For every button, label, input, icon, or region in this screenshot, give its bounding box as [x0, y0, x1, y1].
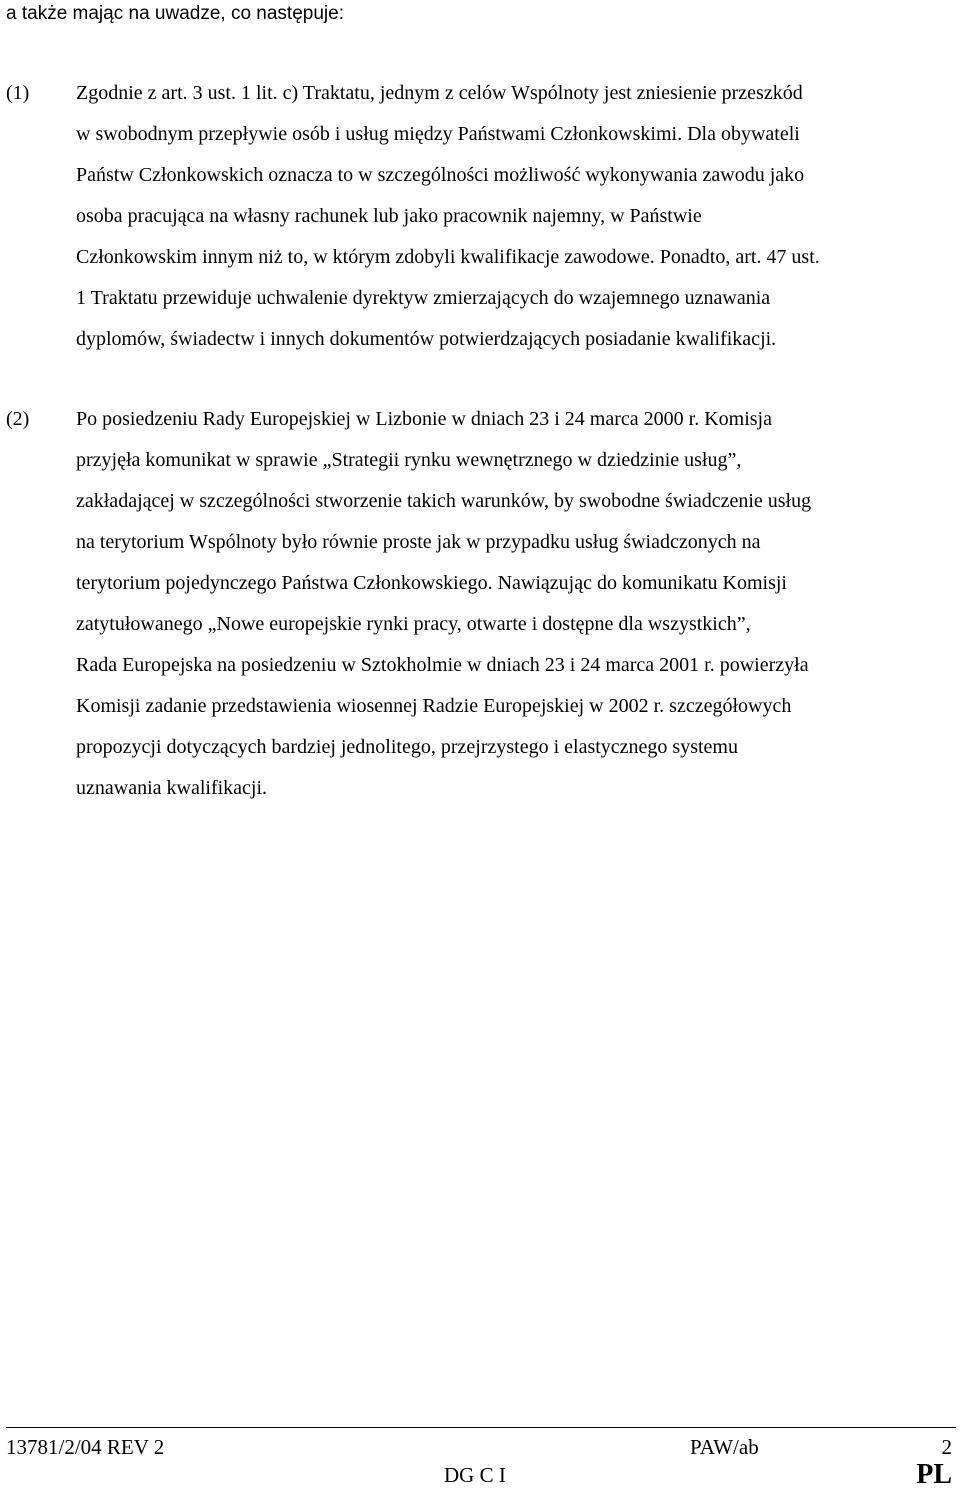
- recital-line: terytorium pojedynczego Państwa Członkowskiego. Nawiązując do komunikatu Komisji: [76, 572, 787, 594]
- recital-number: (1): [6, 82, 30, 104]
- recital-line: Po posiedzeniu Rady Europejskiej w Lizbonie w dniach 23 i 24 marca 2000 r. Komisja: [76, 408, 772, 430]
- recital-line: zakładającej w szczególności stworzenie takich warunków, by swobodne świadczenie usług: [76, 490, 812, 512]
- recital-line: Zgodnie z art. 3 ust. 1 lit. c) Traktatu, jednym z celów Wspólnoty jest zniesienie przeszkód: [76, 82, 803, 104]
- recital-line: 1 Traktatu przewiduje uchwalenie dyrektyw zmierzających do wzajemnego uznawania: [76, 287, 771, 309]
- recital-line: propozycji dotyczących bardziej jednolitego, przejrzystego i elastycznego systemu: [76, 736, 738, 758]
- recital-line: dyplomów, świadectw i innych dokumentów potwierdzających posiadanie kwalifikacji.: [76, 328, 777, 350]
- recital-line: w swobodnym przepływie osób i usług między Państwami Członkowskimi. Dla obywateli: [76, 123, 800, 145]
- page-number: 2: [941, 1435, 952, 1459]
- recital-line: uznawania kwalifikacji.: [76, 777, 268, 799]
- author-initials: PAW/ab: [690, 1435, 759, 1459]
- recital-line: przyjęła komunikat w sprawie „Strategii rynku wewnętrznego w dziedzinie usług”,: [76, 449, 742, 471]
- recital-line: na terytorium Wspólnoty było równie proste jak w przypadku usług świadczonych na: [76, 531, 761, 553]
- document-reference: 13781/2/04 REV 2: [6, 1435, 165, 1459]
- language-code: PL: [916, 1459, 952, 1490]
- recital-line: Rada Europejska na posiedzeniu w Sztokholmie w dniach 23 i 24 marca 2001 r. powierzyła: [76, 654, 809, 676]
- recital-line: Członkowskim innym niż to, w którym zdobyli kwalifikacje zawodowe. Ponadto, art. 47 ust.: [76, 246, 820, 268]
- intro-text: a także mając na uwadze, co następuje:: [6, 3, 344, 24]
- footer-divider: [6, 1427, 956, 1428]
- recital-number: (2): [6, 408, 30, 430]
- recital-line: Państw Członkowskich oznacza to w szczególności możliwość wykonywania zawodu jako: [76, 164, 805, 186]
- recital-line: zatytułowanego „Nowe europejskie rynki pracy, otwarte i dostępne dla wszystkich”,: [76, 613, 751, 635]
- directorate-code: DG C I: [444, 1463, 506, 1487]
- recital-line: osoba pracująca na własny rachunek lub jako pracownik najemny, w Państwie: [76, 205, 702, 227]
- recital-line: Komisji zadanie przedstawienia wiosennej Radzie Europejskiej w 2002 r. szczegółowych: [76, 695, 792, 717]
